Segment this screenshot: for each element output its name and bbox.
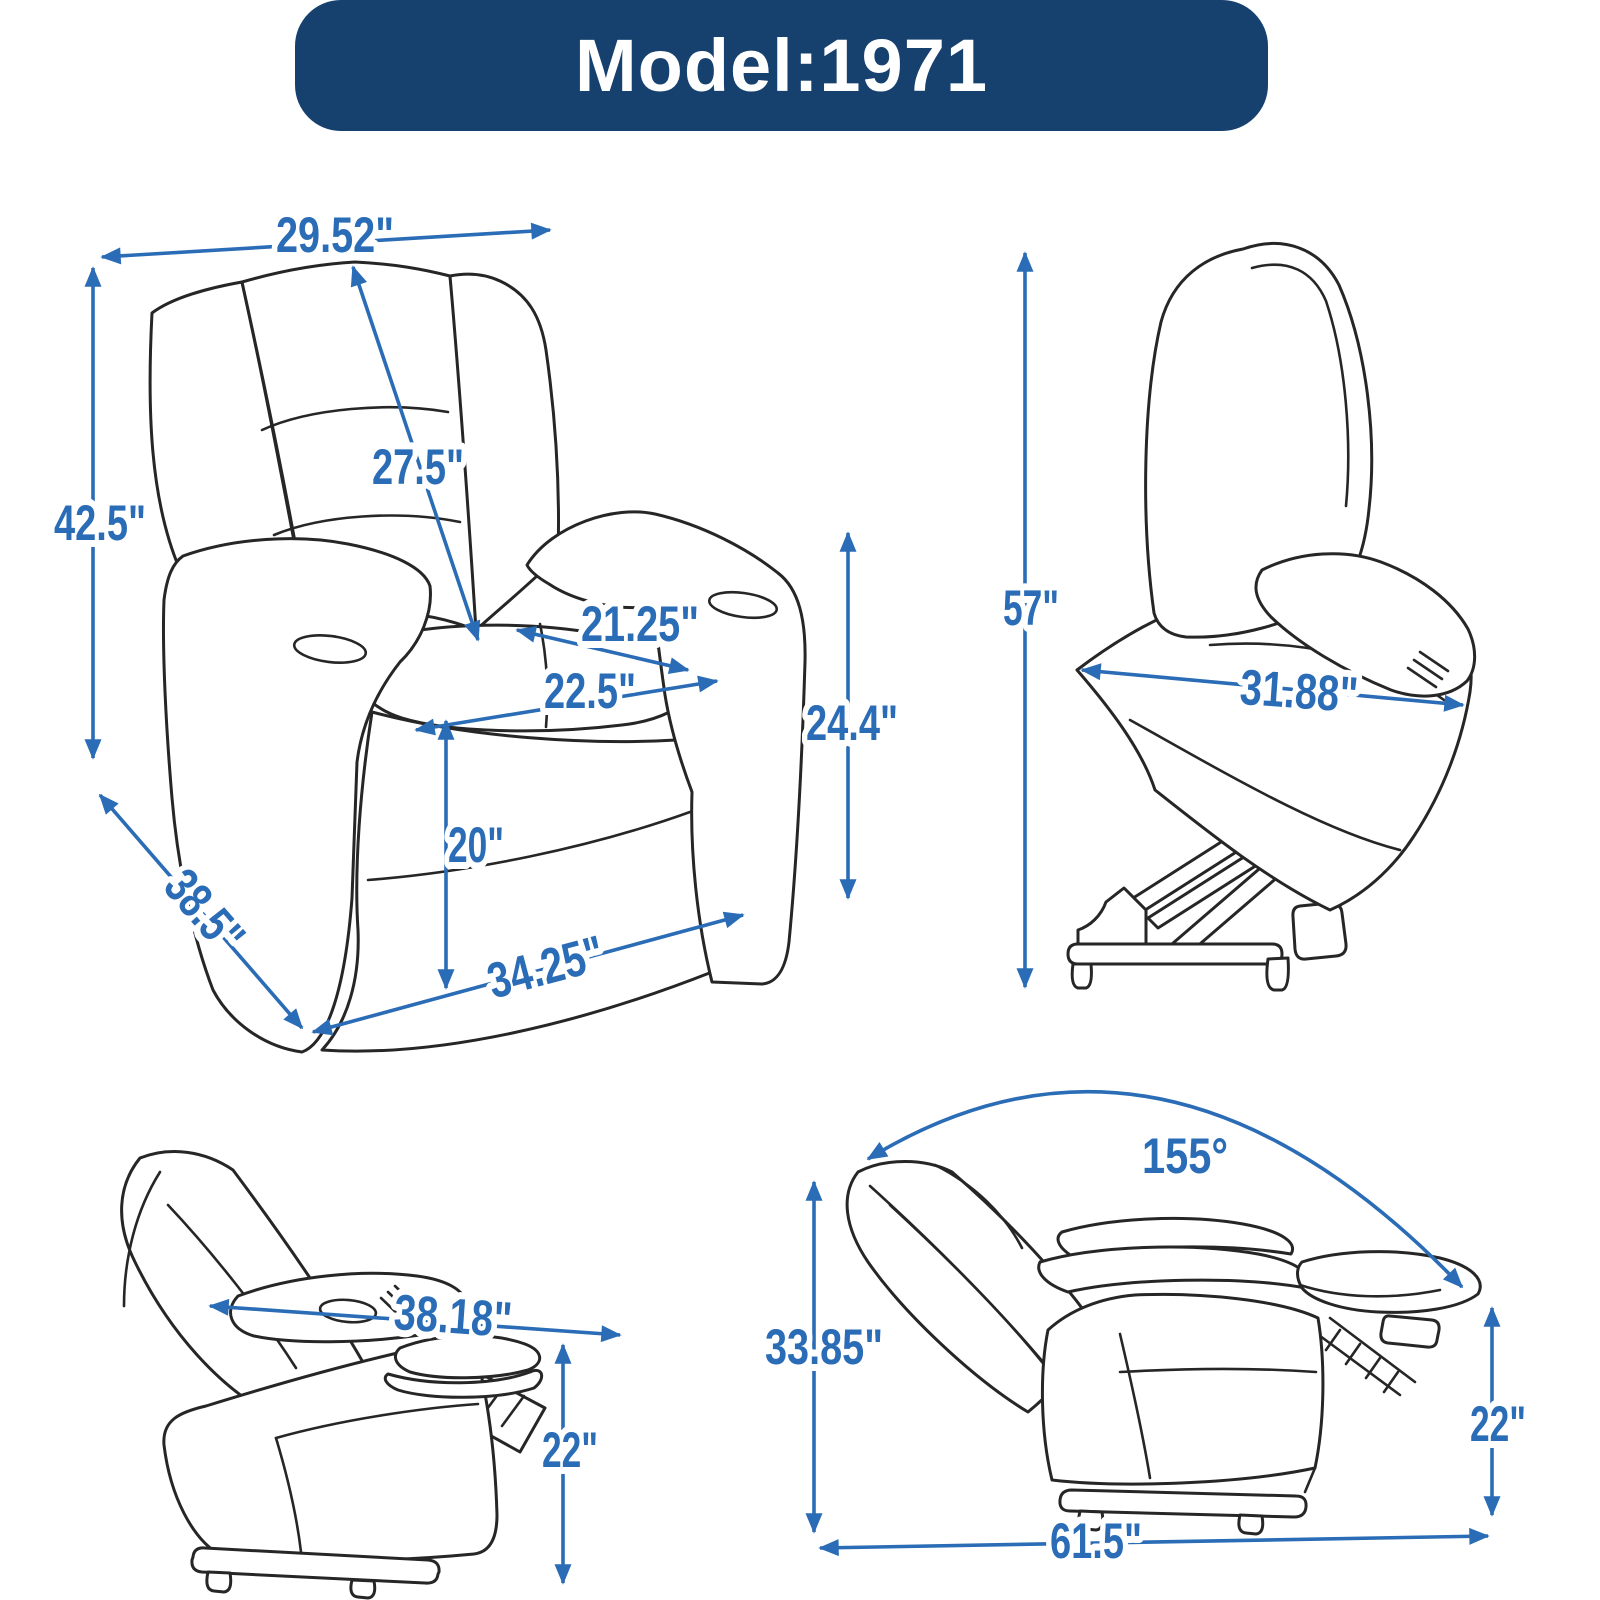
- model-title: Model:1971: [574, 24, 989, 107]
- dim-label-lift-seat-diagonal: 31.88": [1238, 658, 1391, 726]
- rec-arm-pad-near: [1039, 1247, 1309, 1292]
- rec-footrest-bracket: [1381, 1316, 1439, 1347]
- lift-view-chair: [1068, 244, 1475, 990]
- dim-label-width-top: 29.52": [276, 207, 394, 263]
- rec-body-panel: [1042, 1294, 1323, 1484]
- rec-footrest-pad: [1298, 1252, 1481, 1313]
- rec-foot-right: [1239, 1515, 1263, 1534]
- dim-label-depth: 38.5": [153, 858, 276, 987]
- dim-label-width-bottom: 34.25": [481, 916, 640, 1010]
- dim-label-arm-height: 24.4": [806, 695, 898, 751]
- lift-foot-left: [1072, 964, 1091, 988]
- dim-label-overall-length: 61.5": [1050, 1513, 1142, 1569]
- dim-label-seat-width: 22.5": [544, 663, 636, 719]
- dim-label-overall-height: 42.5": [54, 495, 146, 551]
- dim-label-seat-height: 20": [448, 817, 504, 873]
- tv-foot-left: [207, 1572, 231, 1592]
- footrest-view-chair: [122, 1152, 545, 1598]
- dim-label-lift-height: 57": [1003, 580, 1059, 636]
- rec-base-link: [1305, 1468, 1315, 1492]
- dim-label-recline-height: 33.85": [765, 1319, 883, 1375]
- dim-label-back-diagonal: 27.5": [372, 439, 464, 495]
- lift-base-side-rail: [1293, 903, 1346, 959]
- dim-label-tv-footrest-height: 22": [542, 1422, 598, 1478]
- lift-base-rail: [1068, 944, 1282, 964]
- dim-label-extended-depth: 38.18": [392, 1283, 545, 1351]
- dim-label-recline-footrest-height: 22": [1470, 1396, 1526, 1452]
- dim-arrow-overall-length: [820, 1536, 1488, 1548]
- dim-label-seat-width-diagonal: 21.25": [581, 596, 699, 652]
- lift-foot-right: [1267, 958, 1289, 990]
- dim-label-recline-angle: 155°: [1142, 1128, 1228, 1184]
- tv-foot-right: [351, 1580, 375, 1598]
